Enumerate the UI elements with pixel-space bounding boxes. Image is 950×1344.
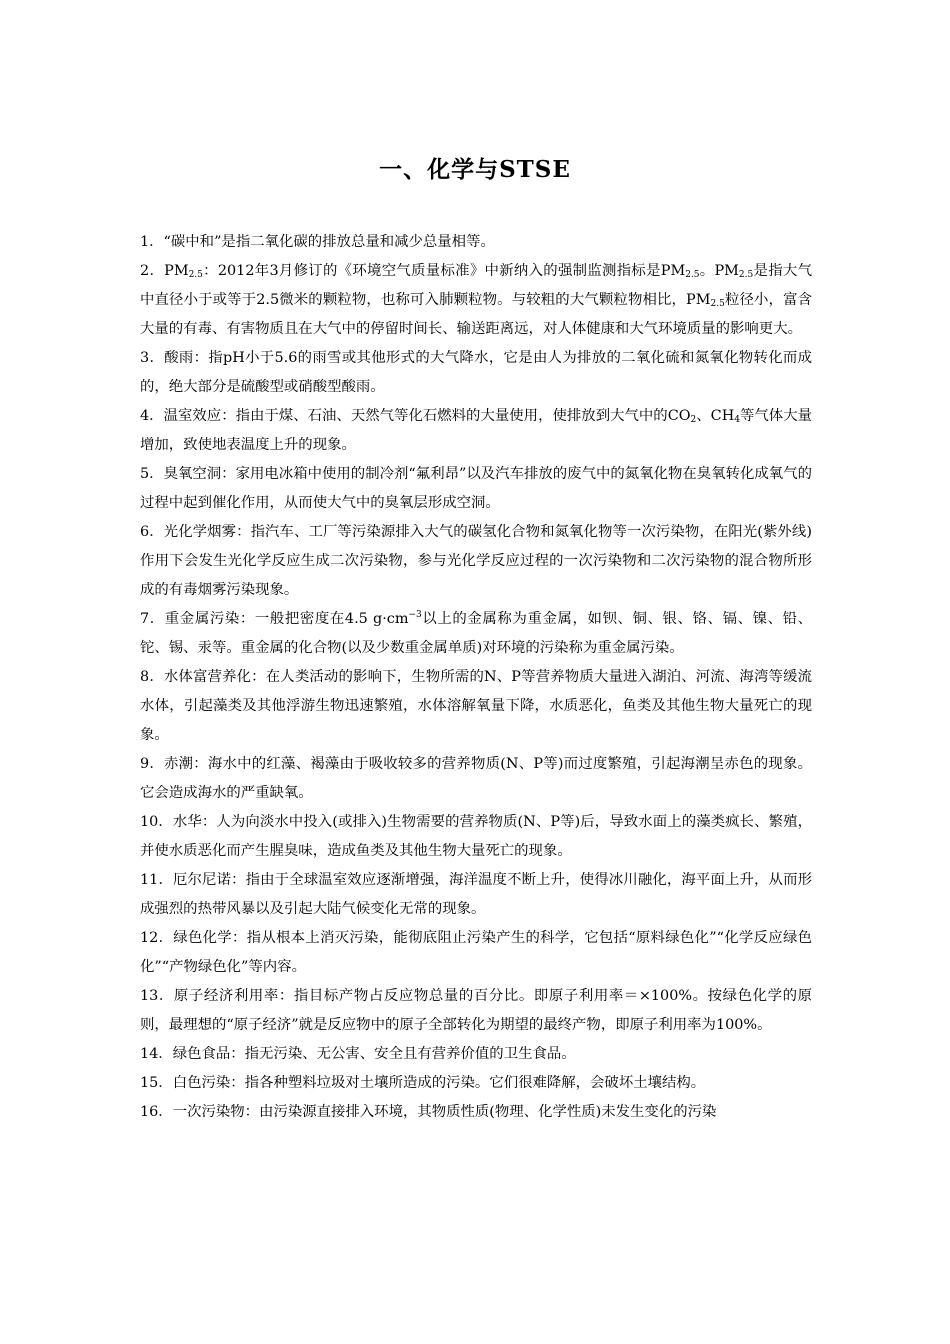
item-number: 2． [140, 263, 165, 279]
item-number: 3． [140, 350, 165, 366]
item-number: 7． [140, 611, 165, 627]
list-item [140, 924, 812, 982]
item-number: 4． [140, 408, 164, 424]
item-text: 白色污染：指各种塑料垃圾对土壤所造成的污染。它们很难降解，会破坏土壤结构。 [172, 1075, 706, 1091]
subscript: 4 [734, 415, 740, 425]
item-text: 光化学烟雾：指汽车、工厂等污染源排入大气的碳氢化合物和氮氧化物等一次污染物，在阳光(紫外线)作用下会发生光化学反应生成二次污染物，参与光化学反应过程的一次污染物和二次污染物的混合物所形成的有毒烟雾污染现象。 [140, 524, 812, 598]
item-number: 14． [140, 1046, 173, 1062]
item-text: 绿色食品：指无污染、无公害、安全且有营养价值的卫生食品。 [172, 1046, 576, 1062]
item-text: 水华：人为向淡水中投入(或排入)生物需要的营养物质(N、P等)后，导致水面上的藻类疯长、繁殖，并使水质恶化而产生腥臭味，造成鱼类及其他生物大量死亡的现象。 [140, 814, 812, 859]
list-item [140, 982, 812, 1040]
text-run: 、CH [696, 408, 735, 424]
list-item [140, 663, 812, 750]
text-run: 以上的金属称为重金属，如钡、铜、银、铬、镉、镍、铅、铊、锡、汞等。重金属的化合物(以及少数重金属单质)对环境的污染称为重金属污染。 [140, 611, 813, 656]
list-item [140, 257, 812, 344]
text-run: 是指大气中直径小于或等于2.5微米的颗粒物，也称可入肺颗粒物。与较粗的大气颗粒物相比，PM [140, 263, 812, 308]
item-text [140, 408, 812, 453]
item-number: 5． [140, 466, 164, 482]
text-run: 。PM [699, 263, 739, 279]
text-run: 粒径小，富含大量的有毒、有害物质且在大气中的停留时间长、输送距离远，对人体健康和大气环境质量的影响更大。 [140, 292, 812, 337]
page-title: 一、化学与STSE [379, 156, 571, 183]
item-text: 水体富营养化：在人类活动的影响下，生物所需的N、P等营养物质大量进入湖泊、河流、海湾等缓流水体，引起藻类及其他浮游生物迅速繁殖，水体溶解氧量下降，水质恶化，鱼类及其他生物大量死亡的现象。 [140, 669, 813, 743]
item-number: 13． [140, 988, 174, 1004]
item-number: 16． [140, 1104, 173, 1120]
superscript: −3 [408, 610, 422, 620]
list-item [140, 460, 812, 518]
text-run: PM [164, 263, 189, 279]
item-number: 10． [140, 814, 173, 830]
subscript: 2.5 [188, 270, 203, 280]
list-item [140, 1098, 812, 1127]
item-number: 9． [140, 756, 165, 772]
subscript: 2.5 [710, 299, 725, 309]
item-text: 绿色化学：指从根本上消灭污染，能彻底阻止污染产生的科学，它包括“原料绿色化”“化学反应绿色化”“产物绿色化”等内容。 [140, 930, 813, 975]
list-item [140, 228, 812, 257]
list-item [140, 808, 812, 866]
text-run: 重金属污染：一般把密度在4.5 g·cm [164, 611, 409, 627]
list-item [140, 1069, 812, 1098]
item-text [140, 263, 812, 337]
item-text: 酸雨：指pH小于5.6的雨雪或其他形式的大气降水，它是由人为排放的二氧化硫和氮氧化物转化而成的，绝大部分是硫酸型或硝酸型酸雨。 [140, 350, 813, 395]
item-number: 15． [140, 1075, 173, 1091]
list-item [140, 344, 812, 402]
item-number: 11． [140, 872, 173, 888]
subscript: 2 [690, 415, 697, 425]
item-number: 12． [140, 930, 174, 946]
item-text: “碳中和”是指二氧化碳的排放总量和减少总量相等。 [163, 234, 495, 250]
item-text: 原子经济利用率：指目标产物占反应物总量的百分比。即原子利用率＝×100%。按绿色化学的原则，最理想的“原子经济”就是反应物中的原子全部转化为期望的最终产物，即原子利用率为100%。 [140, 988, 813, 1033]
list-item [140, 866, 812, 924]
list-item [140, 750, 812, 808]
text-run: 温室效应：指由于煤、石油、天然气等化石燃料的大量使用，使排放到大气中的CO [163, 408, 691, 424]
item-text: 赤潮：海水中的红藻、褐藻由于吸收较多的营养物质(N、P等)而过度繁殖，引起海潮呈赤色的现象。它会造成海水的严重缺氧。 [140, 756, 813, 801]
item-number: 8． [140, 669, 164, 685]
subscript: 2.5 [738, 270, 754, 280]
list-item [140, 518, 812, 605]
subscript: 2.5 [685, 270, 700, 280]
item-text: 厄尔尼诺：指由于全球温室效应逐渐增强，海洋温度不断上升，使得冰川融化，海平面上升，从而形成强烈的热带风暴以及引起大陆气候变化无常的现象。 [140, 872, 812, 917]
item-number: 1． [140, 234, 164, 250]
text-run: 等气体大量增加，致使地表温度上升的现象。 [140, 408, 813, 453]
item-number: 6． [140, 524, 164, 540]
item-text [140, 611, 812, 656]
list-item [140, 402, 812, 460]
item-text: 一次污染物：由污染源直接排入环境，其物质性质(物理、化学性质)未发生变化的污染 [172, 1104, 717, 1120]
document-body [140, 228, 812, 1127]
text-run: ：2012年3月修订的《环境空气质量标准》中新纳入的强制监测指标是PM [202, 263, 686, 279]
list-item [140, 1040, 812, 1069]
item-text: 臭氧空洞：家用电冰箱中使用的制冷剂“氟利昂”以及汽车排放的废气中的氮氧化物在臭氧转化成氧气的过程中起到催化作用，从而使大气中的臭氧层形成空洞。 [140, 466, 813, 511]
list-item [140, 605, 812, 663]
